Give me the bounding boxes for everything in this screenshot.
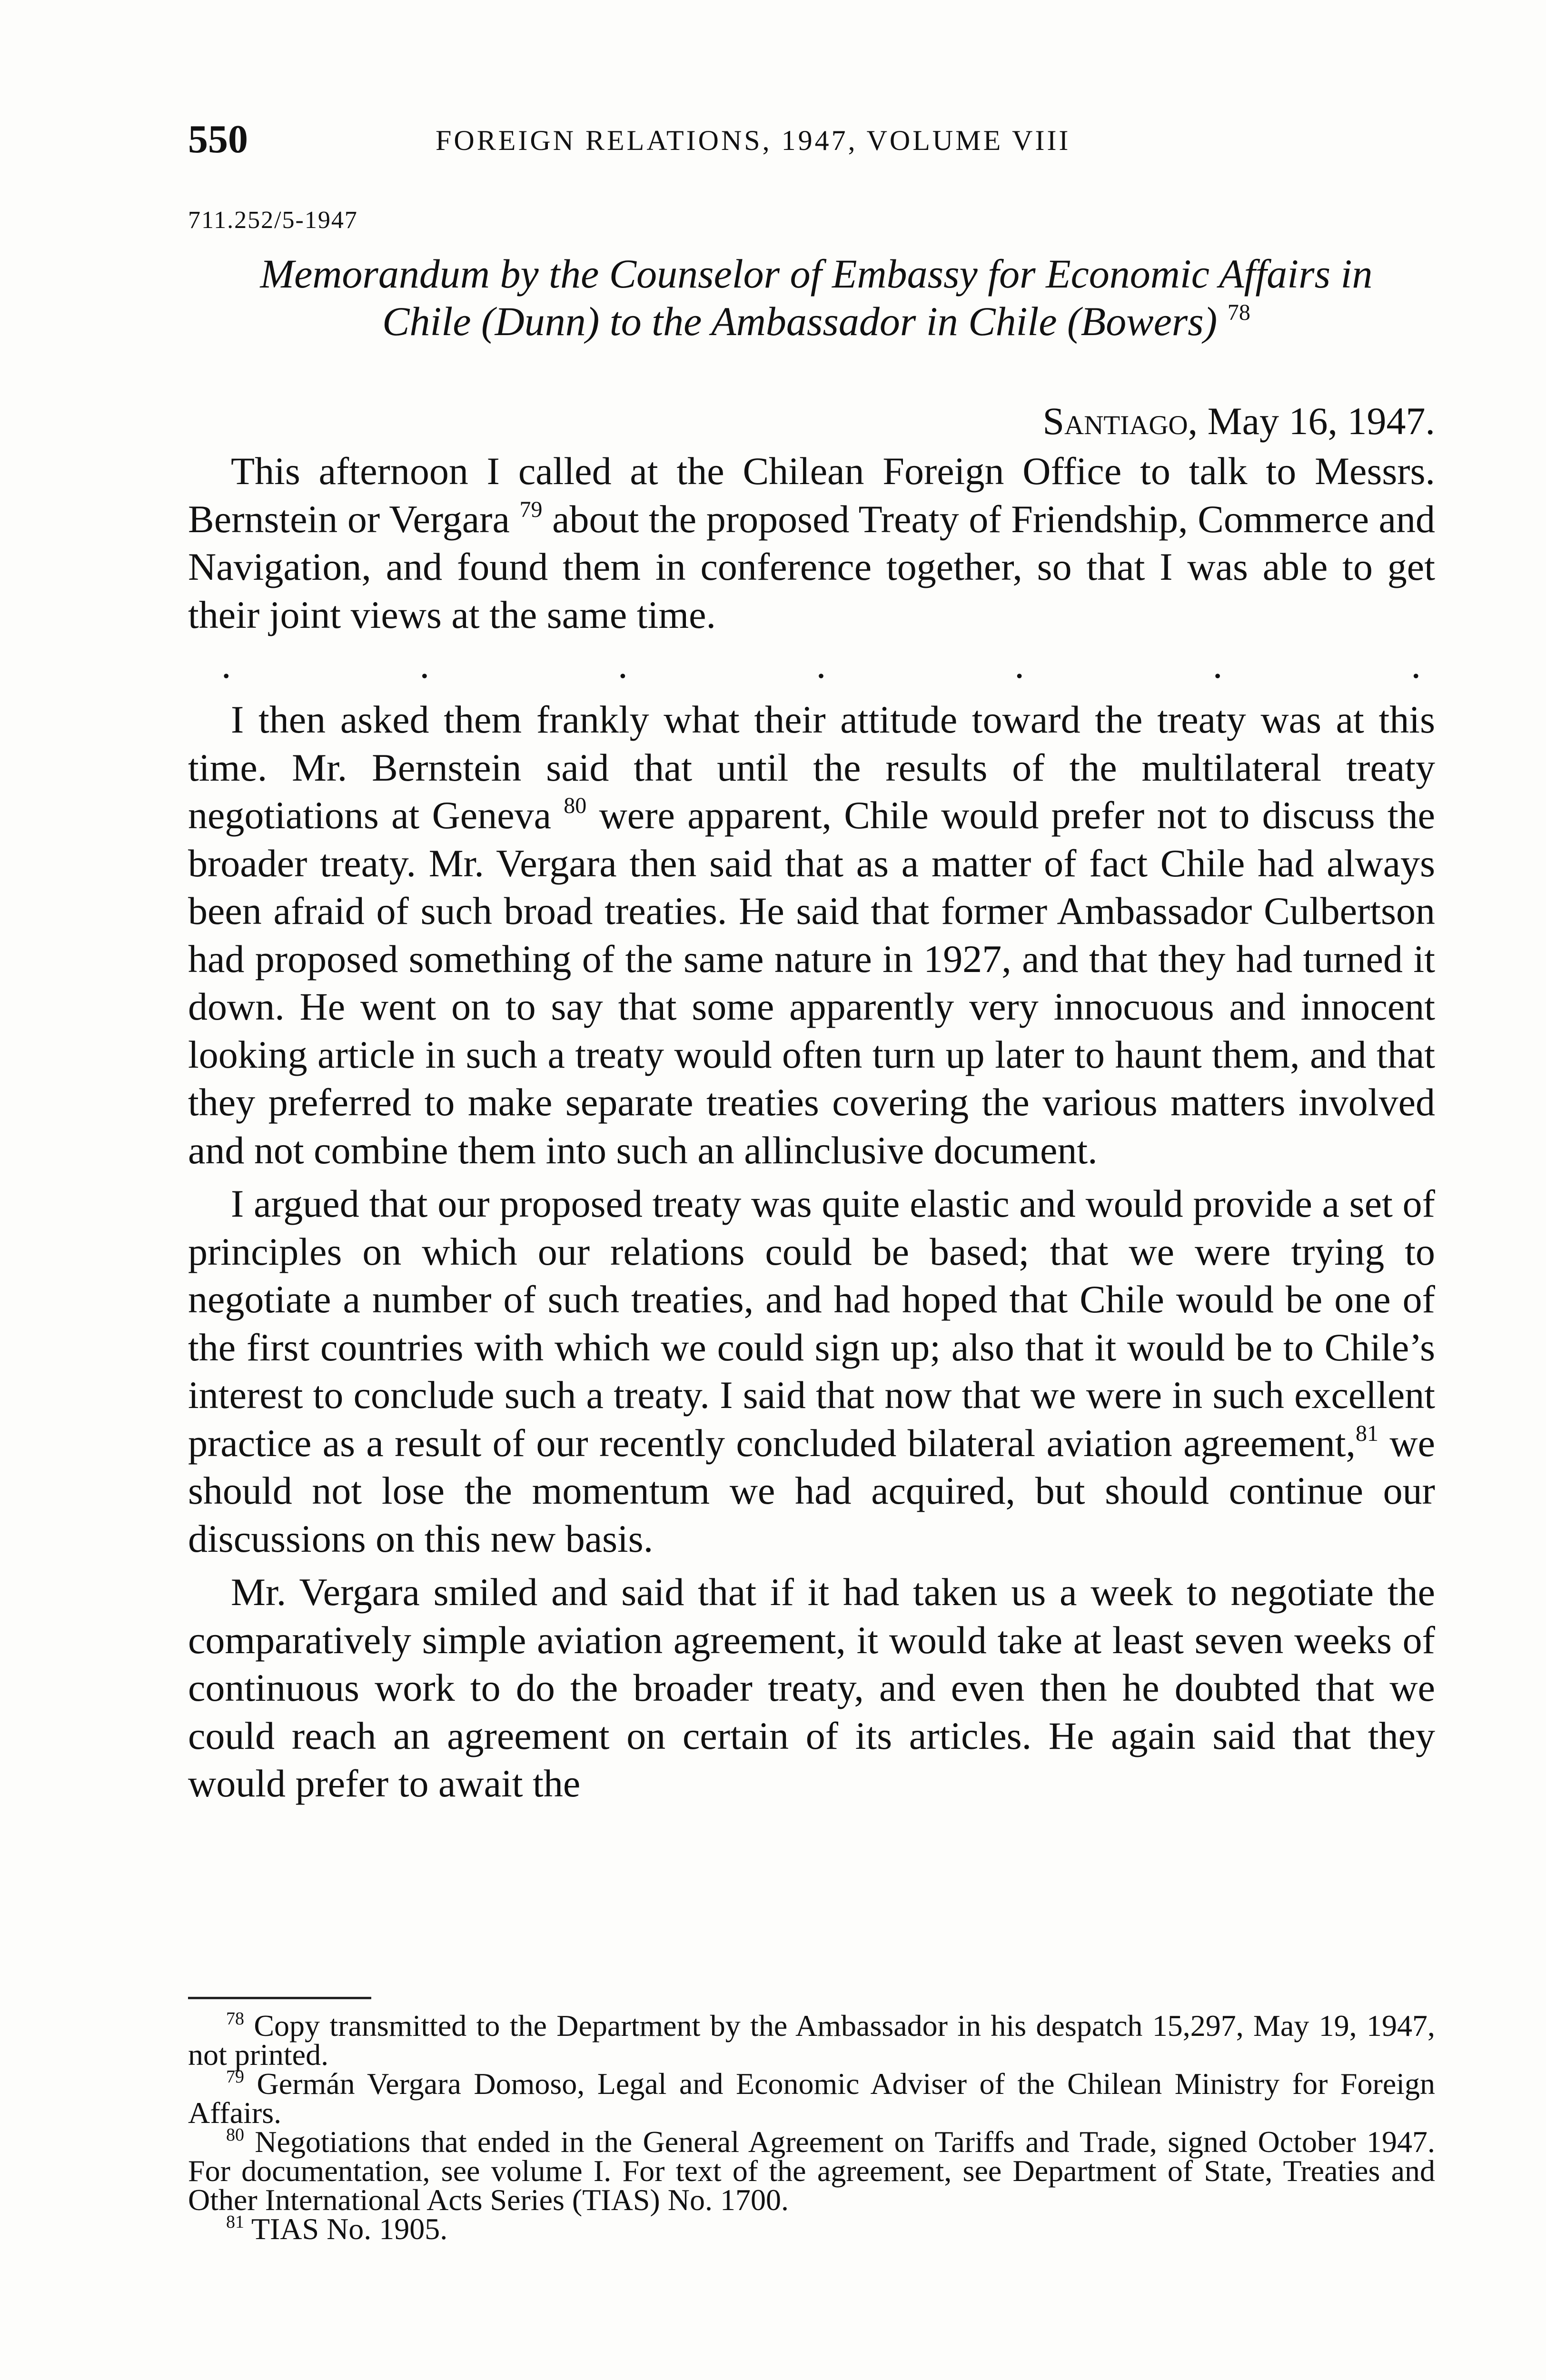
footnote-ref-79[interactable]: 79 [519, 496, 543, 522]
footnote-ref-78[interactable]: 78 [1227, 300, 1250, 325]
footnote-number: 80 [226, 2125, 244, 2145]
paragraph-1-part-b: about the proposed Treaty of Friendship, Commerce and Navigation, and found them in conference together, so that I was able to get their joint views at the same time. [188, 497, 1436, 636]
paragraph-3-part-b: we should not lose the momentum we had acquired, but should continue our discussions on this new basis. [188, 1421, 1436, 1560]
paragraph-2-part-a: I then asked them frankly what their attitude toward the treaty was at this time. Mr. Bernstein said that until the results of the multilateral treaty negotiations at Geneva [188, 698, 1435, 837]
paragraph-1 [188, 447, 1435, 639]
dateline-place: Santiago, [1042, 399, 1198, 443]
omission-dot: . [419, 643, 430, 686]
paragraph-4: Mr. Vergara smiled and said that if it had taken us a week to negotiate the comparatively simple aviation agreement, it would take at least seven weeks of continuous work to do the broader treaty, and even then he doubted that we could reach an agreement on certain of its articles. He again said that they would prefer to await the [188, 1570, 1435, 1805]
paragraph-2-part-b: were apparent, Chile would prefer not to discuss the broader treaty. Mr. Vergara then said that as a matter of fact Chile had always been afraid of such broad treaties. He said that former Ambassador Culbertson had proposed something of the same nature in 1927, and that they had turned it down. He went on to say that some apparently very innocuous and innocent looking article in such a treaty would often turn up later to haunt them, and that they preferred to make separate treaties covering the various matters involved and not combine them into such an allinclusive document. [188, 793, 1436, 1172]
footnote-ref-80[interactable]: 80 [564, 793, 587, 818]
dateline-date: May 16, 1947. [1207, 399, 1435, 443]
file-number: 711.252/5-1947 [188, 207, 358, 234]
paragraph-3 [188, 1180, 1435, 1563]
running-title: FOREIGN RELATIONS, 1947, VOLUME VIII [436, 125, 1071, 156]
footnote-rule [188, 1997, 371, 1999]
omission-dot: . [1411, 643, 1421, 686]
memo-title-line-2-text: Chile (Dunn) to the Ambassador in Chile (Bowers) [382, 298, 1218, 344]
footnote-text: Germán Vergara Domoso, Legal and Economic Adviser of the Chilean Ministry for Foreign Affairs. [188, 2067, 1435, 2130]
footnote [188, 2009, 1436, 2072]
memo-title-line-2 [188, 298, 1445, 345]
omission-dots [188, 639, 1435, 691]
omission-dot: . [221, 643, 231, 686]
footnote-text: Negotiations that ended in the General Agreement on Tariffs and Trade, signed October 1947. For documentation, see volume I. For text of the agreement, see Department of State, Treaties and Other International Acts Series (TIAS) No. 1700. [188, 2125, 1436, 2217]
paragraph-2 [188, 696, 1435, 1174]
dateline [188, 397, 1435, 445]
footnote-number: 79 [226, 2067, 244, 2087]
footnote-number: 78 [226, 2009, 244, 2029]
memo-title-line-1: Memorandum by the Counselor of Embassy for Economic Affairs in [260, 251, 1373, 297]
footnote-text: Copy transmitted to the Department by the Ambassador in his despatch 15,297, May 19, 1947, not printed. [188, 2009, 1436, 2072]
paragraph-1-part-a: This afternoon I called at the Chilean Foreign Office to talk to Messrs. Bernstein or Vergara [188, 449, 1435, 541]
omission-dot: . [1212, 643, 1223, 686]
footnote-number: 81 [226, 2212, 244, 2232]
footnote [188, 2125, 1436, 2217]
footnote [188, 2212, 1435, 2246]
footnote [188, 2067, 1435, 2130]
footnote-ref-81[interactable]: 81 [1356, 1420, 1379, 1446]
memo-body [188, 447, 1435, 1808]
omission-dot: . [1014, 643, 1024, 686]
omission-dot: . [618, 643, 628, 686]
paragraph-3-part-a: I argued that our proposed treaty was quite elastic and would provide a set of principles on which our relations could be based; that we were trying to negotiate a number of such treaties, and had hoped that Chile would be one of the first countries with which we could sign up; also that it would be to Chile’s interest to conclude such a treaty. I said that now that we were in such excellent practice as a result of our recently concluded bilateral aviation agreement, [188, 1182, 1435, 1465]
page-number: 550 [188, 117, 248, 161]
omission-dot: . [816, 643, 826, 686]
running-head [188, 113, 1445, 166]
footnotes [188, 2009, 1436, 2246]
footnote-text: TIAS No. 1905. [251, 2212, 448, 2246]
memo-title [188, 250, 1445, 345]
